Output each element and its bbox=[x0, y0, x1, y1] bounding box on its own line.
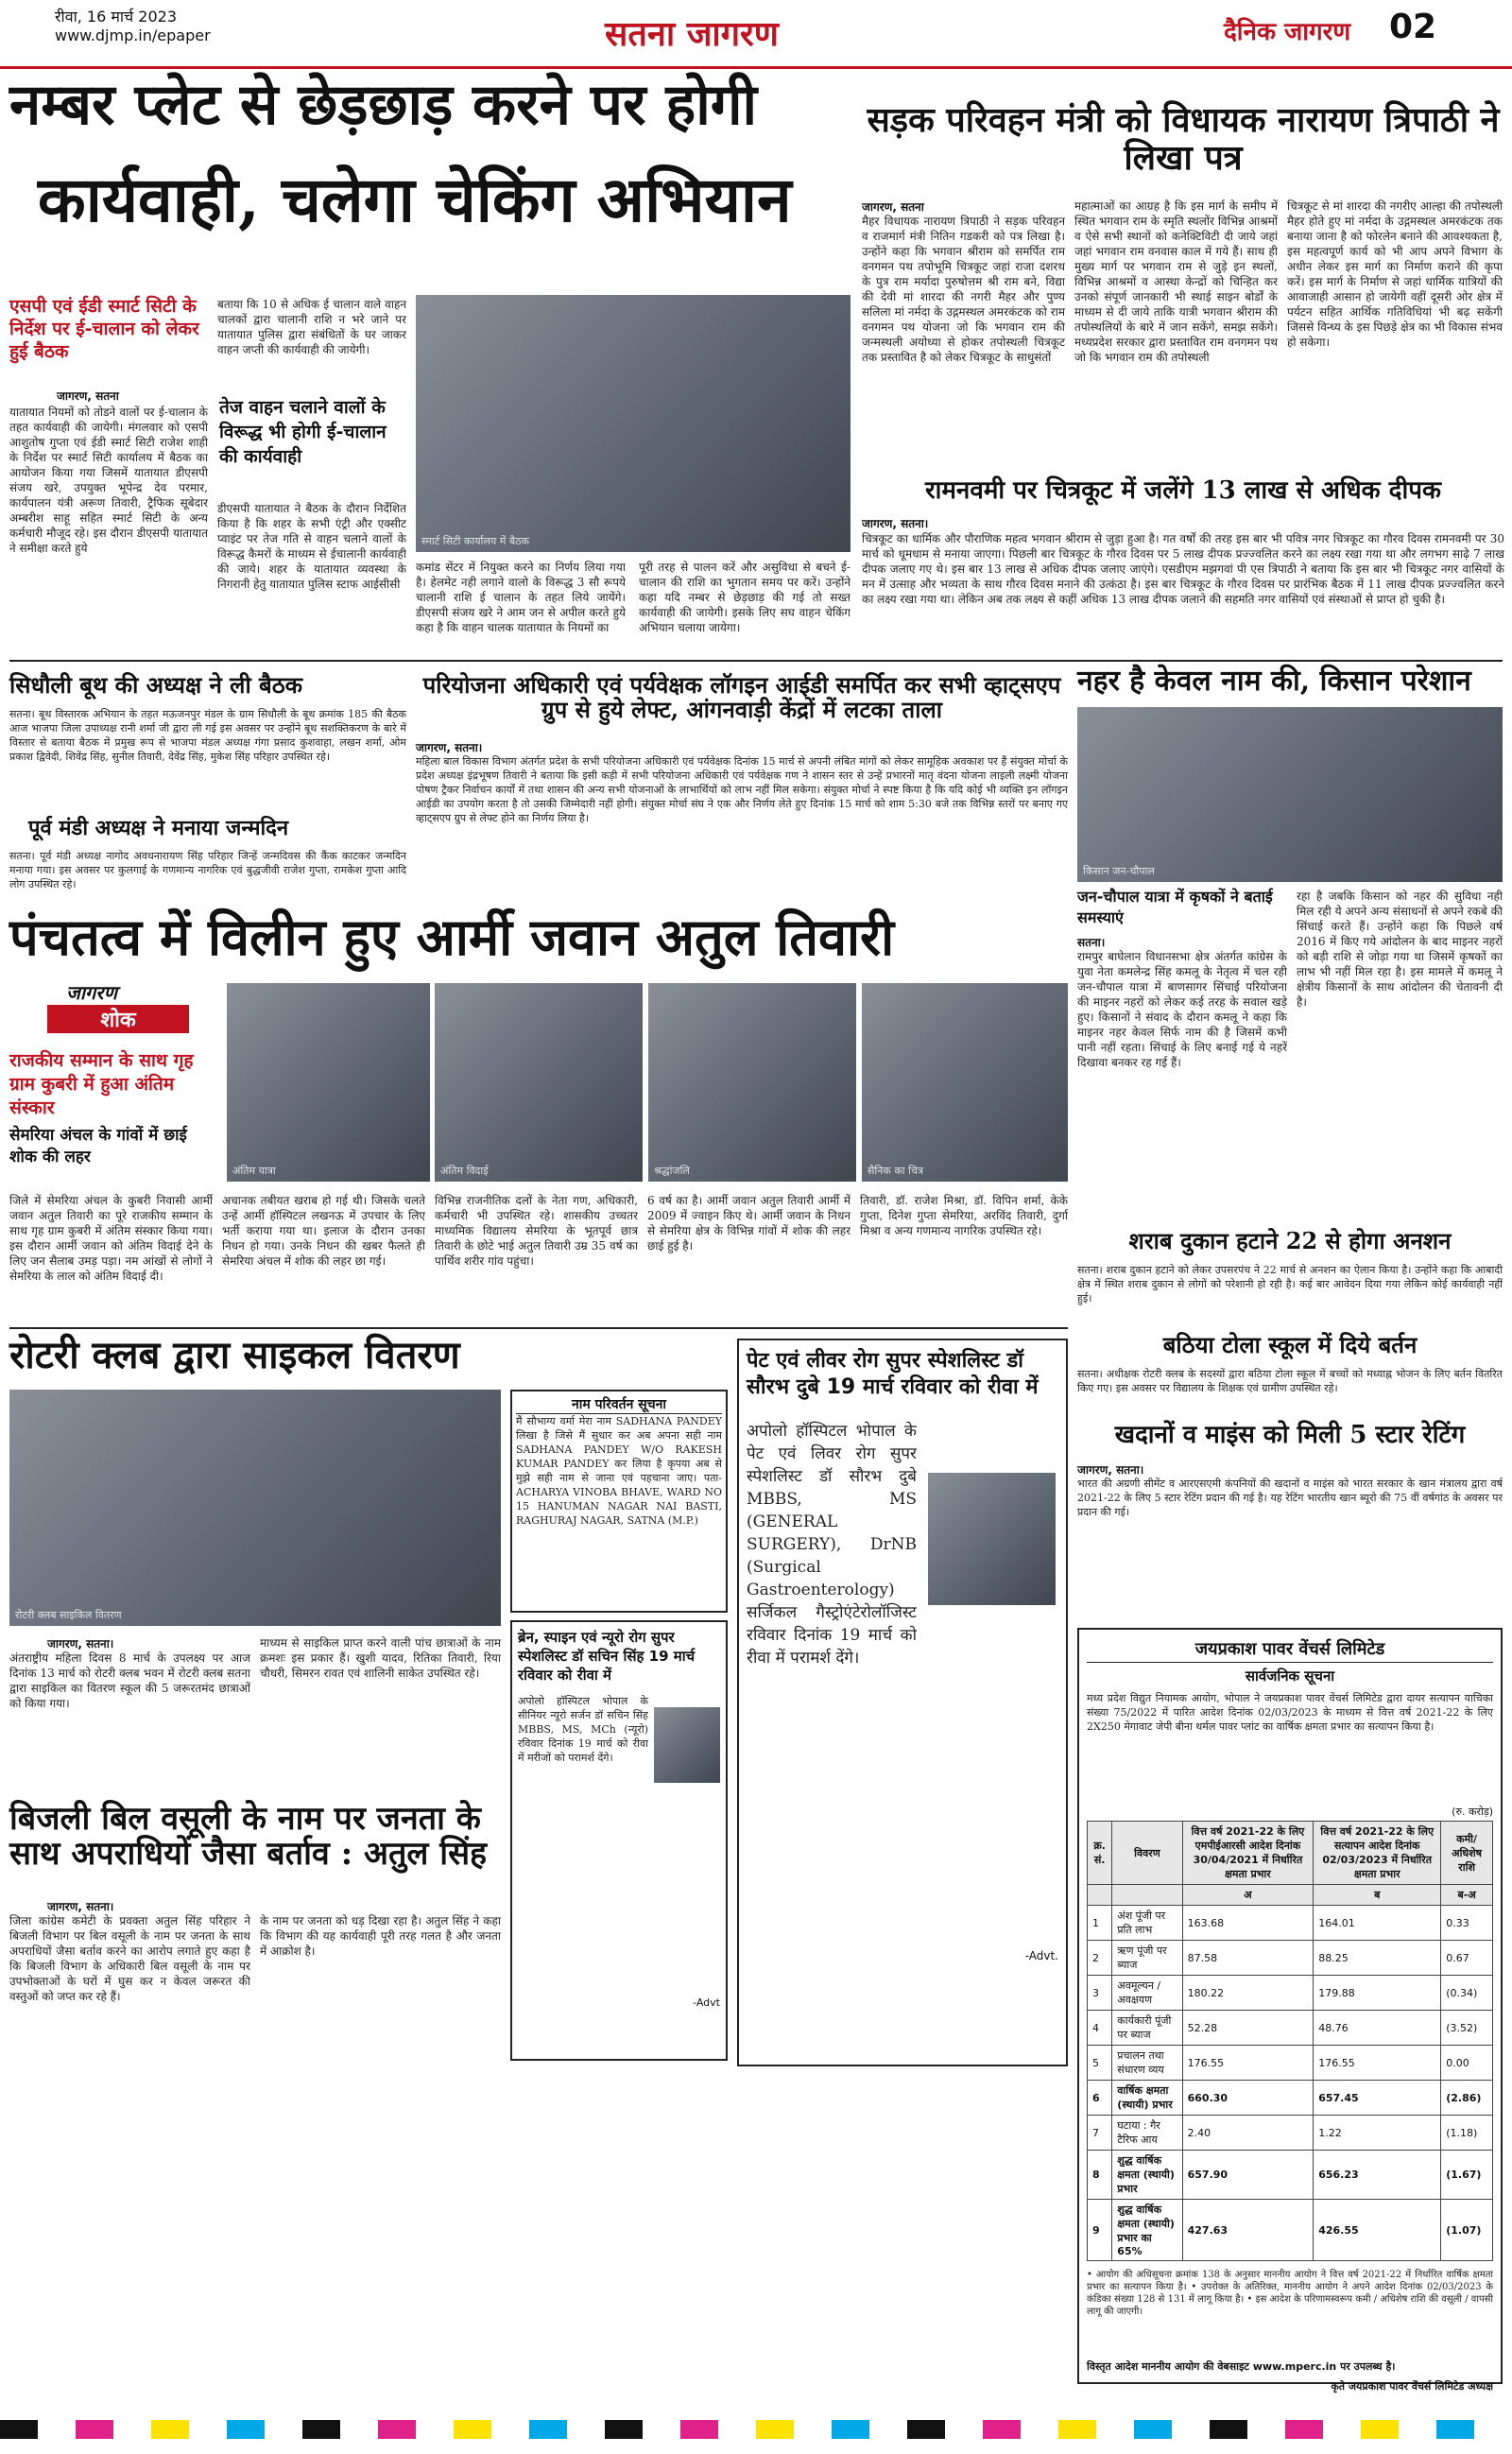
printer-color-bar bbox=[0, 2420, 1512, 2439]
story-body-2: सतना। पूर्व मंडी अध्यक्ष नागोद अवधनारायण सिंह परिहार जिन्हें जन्मदिवस की कैंक काटकर जन्मदिन मनाया गया। इस अवसर पर कुलगाई के गणमान्य नागरिक एवं बुद्धजीवी राजेश गुप्ता, रामकेश गुप्ता आदि लोग उपस्थित रहे। bbox=[9, 850, 406, 890]
headline-army-jawan: पंचतत्व में विलीन हुए आर्मी जवान अतुल तिवारी bbox=[9, 907, 895, 967]
divider bbox=[9, 660, 1503, 662]
story-body: चित्रकूट का धार्मिक और पौराणिक महत्व भगवान श्रीराम से जुड़ा हुआ है। गत वर्षों की तरह इस बार भी पवित्र नगर चित्रकूट का गौरव दिवस रामनवमी पर 30 मार्च को धूमधाम से मनाया जाएगा। पिछली बार चित्रकूट के गौरव दिवस पर 5 लाख दीपक प्रज्ज्वलित करने का लक्ष्य रखा गया था और लगभग साढ़े 7 लाख दीपक जलाए गए थे। इस बार 13 लाख से अधिक दीपक जलाए जाएंगे। एसडीएम मझगवां पी एस त्रिपाठी ने बताया कि इस बार भी चित्रकूट नगर वासियों के मन में उत्साह और भव्यता के साथ गौरव दिवस मनाने की उत्कंठा है। इस बार चित्रकूट के गौरव दिवस पर प्रारंभिक बैठक में 11 लाख दीपक प्रज्ज्वलित करने का लक्ष्य रखा गया था। लेकिन अब तक लक्ष्य से कहीं अधिक 13 लाख दीपक जलाने की सहमति नगर वासियों एवं संस्थाओं से प्राप्त हो चुकी है। bbox=[862, 532, 1504, 606]
headline-five-star: खदानों व माइंस को मिली 5 स्टार रेटिंग bbox=[1114, 1421, 1466, 1449]
divider bbox=[9, 1327, 1068, 1329]
doctor-photo bbox=[654, 1707, 720, 1783]
headline-minister-letter: सड़क परिवहन मंत्री को विधायक नारायण त्रिपाठी ने लिखा पत्र bbox=[867, 100, 1500, 178]
farmers-photo: किसान जन-चौपाल bbox=[1077, 707, 1503, 882]
headline-number-plate: नम्बर प्लेट से छेड़छाड़ करने पर होगी bbox=[9, 72, 758, 138]
story-deck: राजकीय सम्मान के साथ गृह ग्राम कुबरी में हुआ अंतिम संस्कार bbox=[9, 1050, 194, 1118]
story-kicker: जन-चौपाल यात्रा में कृषकों ने बताई समस्याएं bbox=[1077, 888, 1273, 926]
story-body: जिले में सेमरिया अंचल के कुबरी निवासी आर्मी जवान अतुल तिवारी का पूरे राजकीय सम्मान के साथ गृह ग्राम कुबरी में अंतिम संस्कार किया गया। इस दौरान आर्मी जवान को अंतिम विदाई देने के लिए जन सैलाब उमड़ पड़ा। नम आंखों से लोगों ने सेमरिया के लाल को अंतिम विदाई दी। bbox=[9, 1194, 213, 1283]
story-body-3: विभिन्न राजनीतिक दलों के नेता गण, अधिकारी, कर्मचारी भी उपस्थित रहे। शासकीय उच्चतर माध्यमिक विद्यालय सेमरिया के भूतपूर्व छात्र तिवारी के छोटे भाई अतुल तिवारी उम्र 35 वर्ष का पार्थिव शरीर गांव पहुंचा। bbox=[435, 1194, 638, 1268]
story-body-4: 6 वर्ष का है। आर्मी जवान अतुल तिवारी आर्मी में 2009 में ज्वाइन किए थे। आर्मी जवान के निधन से सेमरिया क्षेत्र के विभिन्न गांवों में शोक की लहर छाई हुई है। bbox=[647, 1194, 850, 1253]
issue-date: रीवा, 16 मार्च 2023 www.djmp.in/epaper bbox=[55, 8, 211, 44]
story-body-2: के नाम पर जनता को धड़ दिखा रहा है। अतुल सिंह ने कहा कि विभाग की यह कार्यवाही पूरी तरह गलत है और जनता में आक्रोश है। bbox=[260, 1914, 501, 1958]
table-row: 9 शुद्ध वार्षिक क्षमता (स्थायी) प्रभार का 65% 427.63 426.55 (1.07) bbox=[1088, 2200, 1493, 2261]
table-row: 5 प्रचालन तथा संधारण व्यय 176.55 176.55 0.00 bbox=[1088, 2046, 1493, 2081]
story-body-4: कमांड सेंटर में नियुक्त करने का निर्णय लिया गया है। हेलमेट नही लगाने वालो के विरूद्ध 3 सौ रूपये चालानी राशि ई चालान के तहत लिये जायेंगे। डीएसपी संजय खरे ने आम जन से अपील करते हुये कहा है कि वाहन चालक यातायात के नियमों का bbox=[416, 561, 626, 634]
story-body: महिला बाल विकास विभाग अंतर्गत प्रदेश के सभी परियोजना अधिकारी एवं पर्यवेक्षक दिनांक 15 मार्च से अपनी लंबित मांगों को लेकर सामूहिक अवकाश पर हैं संयुक्त मोर्चा के प्रदेश अध्यक्ष इंद्रभूषण तिवारी ने बताया कि इसी कड़ी में सभी परियोजना अधिकारी एवं पर्यवेक्षक गण ने शासन स्तर से उन्हें प्रभारनों मातृ वंदना योजना लाइली लक्ष्मी योजना पोषण ट्रैकर निर्वाचन कार्यों में तथा शासन की अन्य सभी योजनाओं के लाभार्थियों को लाभ नहीं मिल सकेगा। संयुक्त मोर्चा ने स्पष्ट किया है कि यदि कोई भी व्यक्ति इन लॉगइन आईडी का उपयोग करता है तो उसकी जिम्मेदारी नहीं होगी। संयुक्त मोर्चा संघ ने एक और निर्णय लेते हुए दिनांक 15 मार्च को शाम 5:30 बजे तक विभिन्न स्तरों पर बनाए गए व्हाट्सएप ग्रुप से लेफ्ट होने का निर्णय लिया है। bbox=[416, 755, 1068, 824]
headline-rotary: रोटरी क्लब द्वारा साइकल वितरण bbox=[9, 1333, 460, 1377]
capacity-charge-table: क्र. सं. विवरण वित्त वर्ष 2021-22 के लिए एमपीईआरसी आदेश दिनांक 30/04/2021 में निर्धारित क्षमता प्रभार वित्त वर्ष 2021-22 के लिए सत्यापन आदेश दिनांक 02/03/2023 में निर्धारित क्षमता प्रभार कमी/अधिशेष राशि अ ब ब-अ 1 अंश पूंजी पर प्रति लाभ 163.68 164.01 0.33 2 ऋण पूंजी पर ब्याज 87.58 88.25 0.67 3 अवमूल्यन / अवक्षयण 180.22 179.88 (0.34) 4 कार्यकारी पूंजी पर ब्याज 52.28 48.76 (3.52) 5 प्रचालन तथा संधारण व्यय 176.55 176.55 0.00 6 वार्षिक क्षमता (स्थायी) प्रभार 660.30 657.45 (2.86) 7 घटाया : गैर टैरिफ आय 2.40 1.22 (1.18) 8 शुद्ध वार्षिक क्षमता (स्थायी) प्रभार 657.90 656.23 (1.67) 9 शुद्ध वार्षिक क्षमता (स्थायी) प्रभार का 65% 427.63 426.55 (1.07) bbox=[1087, 1821, 1493, 2261]
byline: सतना। bbox=[1077, 936, 1106, 949]
headline-mandi: पूर्व मंडी अध्यक्ष ने मनाया जन्मदिन bbox=[28, 816, 289, 840]
story-body: मैहर विधायक नारायण त्रिपाठी ने सड़क परिवहन व राजमार्ग मंत्री नितिन गडकरी को पत्र लिखा है। उन्होंने कहा कि भगवान श्रीराम को समर्पित राम वनगमन पथ तपोभूमि चित्रकूट जहां राजा दशरथ के पुत्र राम मर्यादा पुरुषोत्तम श्री राम बने, विद्या की देवी मां शारदा की नगरी मैहर और पुण्य सलिला मां नर्मदा के उद्गमस्थल अमरकंटक को राम वनगमन पथ योजना जो कि भगवान राम की जन्मस्थली अयोध्या से होकर तपोस्थली चित्रकूट तक प्रस्तावित है को लेकर चित्रकूट के साधुसंतों bbox=[862, 215, 1065, 364]
headline-electricity: बिजली बिल वसूली के नाम पर जनता के साथ अपराधियों जैसा बर्ताव : अतुल सिंह bbox=[9, 1800, 488, 1874]
table-row: 1 अंश पूंजी पर प्रति लाभ 163.68 164.01 0.33 bbox=[1088, 1906, 1493, 1941]
headline-number-plate-2: कार्यवाही, चलेगा चेकिंग अभियान bbox=[38, 163, 792, 236]
table-row: 8 शुद्ध वार्षिक क्षमता (स्थायी) प्रभार 657.90 656.23 (1.67) bbox=[1088, 2151, 1493, 2200]
table-row: 2 ऋण पूंजी पर ब्याज 87.58 88.25 0.67 bbox=[1088, 1941, 1493, 1976]
soldier-portrait: सैनिक का चित्र bbox=[862, 983, 1068, 1182]
story-body: यातायात नियमों को तोडने वालों पर ई-चालान के तहत कार्यवाही की जायेगी। मंगलवार को एसपी आशुतोष गुप्ता एवं ईडी स्मार्ट सिटी राजेश शाही के निर्देश पर स्मार्ट सिटी कार्यालय में बैठक का आयोजन किया गया जिसमें यातायात डीएसपी संजय खरे, उपयुक्त भूपेन्द्र देव परमार, कार्यपालन यंत्री अरूण तिवारी, ट्रैफिक सूबेदार अम्बरीश साहू सहित स्मार्ट सिटी के अन्य कर्मचारी मौजूद रहे। इस दौरान डीएसपी यातायात ने समीक्षा करते हुये bbox=[9, 406, 208, 555]
page-header bbox=[0, 0, 1512, 69]
meeting-photo: स्मार्ट सिटी कार्यालय में बैठक bbox=[416, 295, 850, 552]
story-body: भारत की अग्रणी सीमेंट व आरएसएमी कंपनियों की खदानों व माइंस को भारत सरकार के खान मंत्रालय द्वारा वर्ष 2021-22 के लिए 5 स्टार रेटिंग प्रदान की गई है। यह रेटिंग भारतीय खान ब्यूरो की 75 वीं वर्षगांठ के अवसर पर प्रदान की गई। bbox=[1077, 1478, 1503, 1518]
story-body-2: अचानक तबीयत खराब हो गई थी। जिसके चलते उन्हें आर्मी हॉस्पिटल लखनऊ में उपचार के लिए भर्ती कराया गया था। इलाज के दौरान उनका निधन हो गया। उनके निधन की खबर फैलते ही सेमरिया अंचल में शोक की लहर छा गई। bbox=[222, 1194, 425, 1268]
story-body: अंतराष्ट्रीय महिला दिवस 8 मार्च के उपलक्ष्य पर आज दिनांक 13 मार्च को रोटरी क्लब भवन में रोटरी क्लब सतना द्वारा साइकिल का वितरण स्कूल की 5 जरूरतमंद छात्राओं को किया गया। bbox=[9, 1651, 250, 1710]
doctor-photo bbox=[928, 1473, 1056, 1605]
table-row: 4 कार्यकारी पूंजी पर ब्याज 52.28 48.76 (3.52) bbox=[1088, 2011, 1493, 2046]
cycle-distribution-photo: रोटरी क्लब साइकिल वितरण bbox=[9, 1390, 501, 1626]
byline: जागरण, सतना। bbox=[47, 1637, 114, 1650]
story-body-3: चित्रकूट से मां शारदा की नगरीए आल्हा की तपोस्थली मैहर होते हुए मां नर्मदा के उद्गमस्थल अमरकंटक तक बनाया जाना है को फोरलेन बनाने की आवश्यकता है, इस महत्वपूर्ण कार्य को भी आप अपने विभाग के अधीन लेकर इस मार्ग का निर्माण कराने की कृपा करें। इस मार्ग के निर्माण से जहां धार्मिक यात्रियों की आवाजाही आसान हो जायेगी वहीं दूसरी ओर क्षेत्र में पर्यटन सहित आर्थिक गतिविधियां भी बढ़ सकेंगी जिससे विन्ध्य के इस पिछड़े क्षेत्र का भी विकास संभव हो सकेगा। bbox=[1287, 199, 1503, 349]
headline-anganwadi: परियोजना अधिकारी एवं पर्यवेक्षक लॉगइन आईडी समर्पित कर सभी व्हाट्सएप ग्रुप से हुये लेफ्ट, आंगनवाड़ी केंद्रों में लटका ताला bbox=[422, 671, 1061, 724]
story-body-2: सतना। अधीक्षक रोटरी क्लब के सदस्यों द्वारा बठिया टोला स्कूल में बच्चों को मध्याह्न भोजन के लिए बर्तन वितरित किए गए। इस अवसर पर विद्यालय के शिक्षक एवं ग्रामीण उपस्थित रहे। bbox=[1077, 1368, 1503, 1394]
section-tag: जागरण शोक bbox=[9, 979, 198, 1042]
byline: जागरण, सतना bbox=[862, 200, 924, 214]
masthead: सतना जागरण bbox=[605, 15, 779, 54]
story-body: सतना। बूथ विस्तारक अभियान के तहत मऊजनपुर मंडल के ग्राम सिधौली के बूथ क्रमांक 185 की बैठक आज भाजपा जिला उपाध्यक्ष रानी शर्मा जी द्वारा ली गई इस अवसर पर उन्होंने बूथ सशक्तिकरण के बारे में विस्तार से बताया बैठक में प्रमुख रूप से भाजपा मंडल अध्यक्ष गंगा प्रसाद कुशवाहा, लखन शर्मा, ओम प्रकाश द्विवेदी, शिवेंद्र सिंह, सुनील तिवारी, देवेंद्र सिंह, मुकेश सिंह परिहार उपस्थित रहे। bbox=[9, 708, 406, 763]
headline-liquor: शराब दुकान हटाने 22 से होगा अनशन bbox=[1128, 1227, 1452, 1254]
funeral-photo-2: अंतिम विदाई bbox=[435, 983, 643, 1182]
story-body-2: माध्यम से साइकिल प्राप्त करने वाली पांच छात्राओं के नाम क्रमशः इस प्रकार हैं। खुशी यादव, रितिका तिवारी, रिया चौधरी, सिमरन रावत एवं शालिनी साकेत उपस्थित रहे। bbox=[260, 1636, 501, 1680]
story-deck: एसपी एवं ईडी स्मार्ट सिटी के निर्देश पर ई-चालान को लेकर हुई बैठक bbox=[9, 296, 199, 362]
byline: जागरण, सतना। bbox=[47, 1900, 114, 1913]
headline-utensils: बठिया टोला स्कूल में दिये बर्तन bbox=[1162, 1331, 1418, 1358]
byline: जागरण, सतना। bbox=[862, 517, 929, 530]
story-body: रामपुर बाघेलान विधानसभा क्षेत्र अंतर्गत कांग्रेस के युवा नेता कमलेन्द्र सिंह कमलू के नेतृत्व में चल रही जन-चौपाल यात्रा में बाणसागर सिंचाई परियोजना की माइनर नहरों को लेकर कई तरह के सवाल खड़े हुए। किसानों ने संवाद के दौरान कमलू ने कहा कि माइनर नहर केवल सिर्फ नाम की है जिसमें कभी पानी नहीं रहता। सिंचाई के लिए बनाई गई ये नहरें दिखावा बनकर रह गई हैं। bbox=[1077, 950, 1287, 1069]
headline-ramnavami: रामनवमी पर चित्रकूट में जलेंगे 13 लाख से अधिक दीपक bbox=[925, 476, 1441, 505]
page-number: 02 bbox=[1389, 8, 1437, 46]
brand-name: दैनिक जागरण bbox=[1224, 18, 1351, 46]
story-body: जिला कांग्रेस कमेटी के प्रवक्ता अतुल सिंह परिहार ने बिजली विभाग पर बिल वसूली के नाम पर जनता के साथ अपराधियों जैसा बर्ताव करने का आरोप लगाते हुए कहा है कि बिजली विभाग के अधिकारी बिल वसूली के नाम पर उपभोक्ताओं के घरों में घुस कर न केवल जरूरत की वस्तुओं को जप्त कर रहे हैं। bbox=[9, 1914, 250, 2003]
funeral-photo-3: श्रद्धांजलि bbox=[648, 983, 856, 1182]
story-body-3: डीएसपी यातायात ने बैठक के दौरान निर्देशित किया है कि शहर के सभी एंट्री और एक्सीट प्वाइंट पर तेज गति से वाहन चलाने वालों के विरूद्ध कैमरों के माध्यम से ईचालानी कार्यवाही की जाये। शहर के यातायात व्यवस्था के निगरानी हेतु यातायात पुलिस स्टाफ आईसीसी bbox=[217, 502, 406, 591]
story-deck-2: सेमरिया अंचल के गांवों में छाई शोक की लहर bbox=[9, 1126, 187, 1167]
table-row: 6 वार्षिक क्षमता (स्थायी) प्रभार 660.30 657.45 (2.86) bbox=[1088, 2081, 1493, 2116]
name-change-notice: नाम परिवर्तन सूचना मैं सौभाग्य वर्मा मेरा नाम SADHANA PANDEY लिखा है जिसे मैं सुधार कर अब अपना सही नाम SADHANA PANDEY W/O RAKESH KUMAR PANDEY कर लिया है कृपया अब से मुझे सही नाम से जाना एवं पहचाना जाए। पता- ACHARYA VINOBA BHAVE, WARD NO 15 HANUMAN NAGAR NAI BASTI, RAGHURAJ NAGAR, SATNA (M.P.) bbox=[510, 1390, 728, 1613]
story-body-2: बताया कि 10 से अधिक ई चालान वाले वाहन चालकों द्वारा चालानी राशि न भरे जाने पर यातायात पुलिस द्वारा संबंधितों के घर जाकर वाहन जप्ती की कार्यवाही की जायेगी। bbox=[217, 298, 406, 356]
byline: जागरण, सतना bbox=[57, 389, 119, 403]
story-body-2: महात्माओं का आग्रह है कि इस मार्ग के समीप में स्थित भगवान राम के स्मृति स्थलोंर विभिन्न आश्रमों व ऐसे सभी स्थानों को कनेक्टिविटी दी जाये जहां जहां भगवान राम वनवास काल में गये हैं। साथ ही मुख्य मार्ग पर भगवान राम से जुड़े इन स्थलों, विभिन्न आश्रमों व आस्था केन्द्रों को चिन्हित कर उनको संपूर्ण जानकारी भी स्थाई साइन बोर्डों के माध्यम से दी जाये ताकि यात्री भगवान श्रीराम की तपोस्थलियों के बारे में जान सकेंगे, समझ सकेंगे। मध्यप्रदेश सरकार द्वारा प्रस्तावित राम वनगमन पथ जो कि भगवान राम की तपोस्थली bbox=[1074, 199, 1278, 364]
story-body-2: रहा है जबकि किसान को नहर की सुविधा नही मिल रही ये अपने अन्य संसाधनों से अपने रकबे की सिंचाई करते हैं। उन्होंने कहा कि पिछले वर्ष 2016 में किए गये आंदोलन के बाद माइनर नहरों को बड़ी राशि से जोड़ा गया था जिसमें कृषकों का लाभ भी नहीं मिल रहा है। इस मामले में कमलू ने क्षेत्रीय किसानों के साथ आंदोलन की चेतावनी दी है। bbox=[1297, 890, 1503, 1009]
story-subhead: तेज वाहन चलाने वालों के विरूद्ध भी होगी ई-चालान की कार्यवाही bbox=[219, 397, 387, 467]
byline: जागरण, सतना। bbox=[1077, 1463, 1144, 1477]
power-company-notice: जयप्रकाश पावर वेंचर्स लिमिटेड सार्वजनिक सूचना मध्य प्रदेश विद्युत नियामक आयोग, भोपाल ने जयप्रकाश पावर वेंचर्स लिमिटेड द्वारा दायर सत्यापन याचिका संख्या 75/2022 में पारित आदेश दिनांक 02/03/2023 के माध्यम से वित्त वर्ष 2021-22 के लिए 2X250 मेगावाट जेपी बीना थर्मल पावर प्लांट का वार्षिक क्षमता प्रभार का सत्यापन किया है। (रु. करोड़) क्र. सं. विवरण वित्त वर्ष 2021-22 के लिए एमपीईआरसी आदेश दिनांक 30/04/2021 में निर्धारित क्षमता प्रभार वित्त वर्ष 2021-22 के लिए सत्यापन आदेश दिनांक 02/03/2023 में निर्धारित क्षमता प्रभार कमी/अधिशेष राशि अ ब ब-अ 1 अंश पूंजी पर प्रति लाभ 163.68 164.01 0.33 2 ऋण पूंजी पर ब्याज 87.58 88.25 0.67 3 अवमूल्यन / अवक्षयण 180.22 179.88 (0.34) 4 कार्यकारी पूंजी पर ब्याज 52.28 48.76 (3.52) 5 प्रचालन तथा संधारण व्यय 176.55 176.55 0.00 6 वार्षिक क्षमता (स्थायी) प्रभार 660.30 657.45 (2.86) 7 घटाया : गैर टैरिफ आय 2.40 1.22 (1.18) 8 शुद्ध वार्षिक क्षमता (स्थायी) प्रभार 657.90 656.23 (1.67) 9 शुद्ध वार्षिक क्षमता (स्थायी) प्रभार का 65% 427.63 426.55 (1.07) • आयोग की अधिसूचना क्रमांक 138 के अनुसार माननीय आयोग ने वित्त वर्ष 2021-22 में निर्धारित वार्षिक क्षमता प्रभार का सत्यापन किया है। • उपरोक्त के अतिरिक्त, माननीय आयोग ने अपने आदेश दिनांक 02/03/2023 के कंडिका संख्या 128 से 131 में लागू किया है। • इस आदेश के परिणामस्वरूप कमी / अधिशेष राशि की वसूली / वापसी लागू की जाएगी। विस्तृत आदेश माननीय आयोग की वेबसाइट www.mperc.in पर उपलब्ध है। कृते जयप्रकाश पावर वेंचर्स लिमिटेड अध्यक्ष bbox=[1077, 1628, 1503, 2384]
gastro-specialist-ad: पेट एवं लीवर रोग सुपर स्पेशलिस्ट डॉ सौरभ दुबे 19 मार्च रविवार को रीवा में अपोलो हॉस्पिटल भोपाल के पेट एवं लिवर रोग सुपर स्पेशलिस्ट डॉ सौरभ दुबे MBBS, MS (GENERAL SURGERY), DrNB (Surgical Gastroenterology) सर्जिकल गैस्ट्रोएंटेरोलॉजिस्ट रविवार दिनांक 19 मार्च को रीवा में परामर्श देंगे। -Advt. bbox=[737, 1339, 1068, 2066]
table-row: 3 अवमूल्यन / अवक्षयण 180.22 179.88 (0.34) bbox=[1088, 1976, 1493, 2011]
story-body: सतना। शराब दुकान हटाने को लेकर उपसरपंच ने 22 मार्च से अनशन का ऐलान किया है। उन्होंने कहा कि आबादी क्षेत्र में स्थित शराब दुकान से लोगों को परेशानी हो रही है। कई बार आवेदन दिया गया लेकिन कोई कार्यवाही नहीं हुई। bbox=[1077, 1264, 1503, 1305]
story-body-5: पूरी तरह से पालन करें और असुविधा से बचने ई-चालान की राशि का भुगतान समय पर करें। उन्होंने कहा यदि नम्बर से छेड़छाड़ की गई तो सख्त कार्यवाही की जायेगी। इसके लिए सघ वाहन चेकिंग अभियान चलाया जायेगा। bbox=[639, 561, 850, 634]
headline-sidhauli: सिधौली बूथ की अध्यक्ष ने ली बैठक bbox=[9, 671, 303, 699]
neuro-specialist-ad: ब्रेन, स्पाइन एवं न्यूरो रोग सुपर स्पेशलिस्ट डॉ सचिन सिंह 19 मार्च रविवार को रीवा में अपोलो हॉस्पिटल भोपाल के सीनियर न्यूरो सर्जन डॉ सचिन सिंह MBBS, MS, MCh (न्यूरो) रविवार दिनांक 19 मार्च को रीवा में मरीजों को परामर्श देंगे। -Advt bbox=[510, 1620, 728, 2061]
table-row: 7 घटाया : गैर टैरिफ आय 2.40 1.22 (1.18) bbox=[1088, 2116, 1493, 2151]
headline-canal: नहर है केवल नाम की, किसान परेशान bbox=[1077, 665, 1471, 698]
byline: जागरण, सतना। bbox=[416, 741, 483, 754]
funeral-photo-1: अंतिम यात्रा bbox=[227, 983, 430, 1182]
story-body-5: तिवारी, डॉ. राजेश मिश्रा, डॉ. विपिन शर्मा, केके गुप्ता, दिनेश गुप्ता सेमरिया, अरविंद तिवारी, दुर्गा मिश्रा व अन्य गणमान्य नागरिक उपस्थित रहे। bbox=[860, 1194, 1068, 1237]
